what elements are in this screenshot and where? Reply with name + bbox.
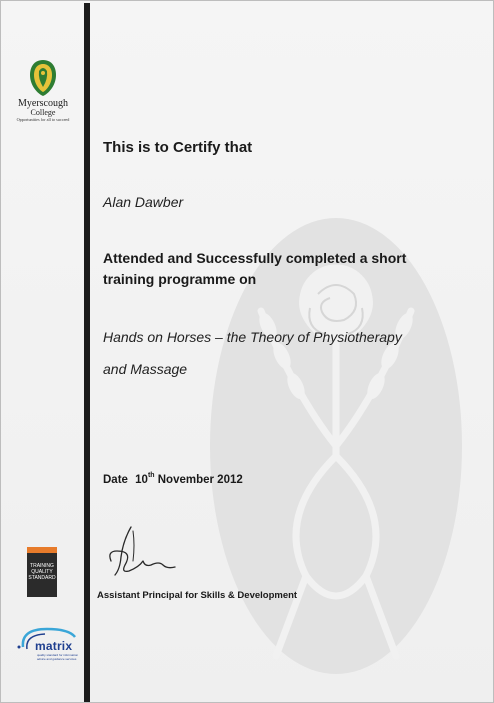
tqs-line-1: TRAINING <box>30 563 54 569</box>
date-label: Date <box>103 474 128 486</box>
signatory-title: Assistant Principal for Skills & Development <box>97 590 298 601</box>
course-line-1: Hands on Horses – the Theory of Physiotherapy <box>103 329 402 345</box>
college-logo <box>13 59 73 123</box>
matrix-tagline-2: advice and guidance services <box>37 656 77 661</box>
matrix-name: matrix <box>35 639 73 653</box>
training-quality-standard-badge <box>27 547 57 597</box>
tqs-line-3: STANDARD <box>28 575 56 581</box>
tqs-line-2: QUALITY <box>31 569 53 575</box>
tqs-text <box>27 563 57 581</box>
course-title <box>103 321 402 385</box>
college-tagline: Opportunities for all to succeed <box>16 117 70 122</box>
vertical-rule <box>84 3 90 702</box>
college-name: Myerscough <box>18 98 68 109</box>
date-suffix: th <box>147 472 155 479</box>
matrix-tagline <box>37 654 78 661</box>
signature-icon <box>103 521 193 583</box>
date-month-year: November 2012 <box>157 474 243 486</box>
college-sub: College <box>30 108 56 117</box>
statement <box>103 248 406 290</box>
date-day: 10 <box>135 474 148 486</box>
horse-crest-icon <box>28 59 58 97</box>
tqs-stripe <box>27 547 57 553</box>
statement-line-2: training programme on <box>103 271 257 287</box>
statement-line-1: Attended and Successfully completed a short <box>103 250 407 266</box>
matrix-logo <box>13 623 81 663</box>
recipient-name: Alan Dawber <box>103 194 184 210</box>
certificate-date <box>103 472 243 486</box>
matrix-tagline-1: quality standard for information <box>37 653 79 657</box>
course-line-2: and Massage <box>103 361 188 377</box>
certificate-heading: This is to Certify that <box>103 139 253 156</box>
